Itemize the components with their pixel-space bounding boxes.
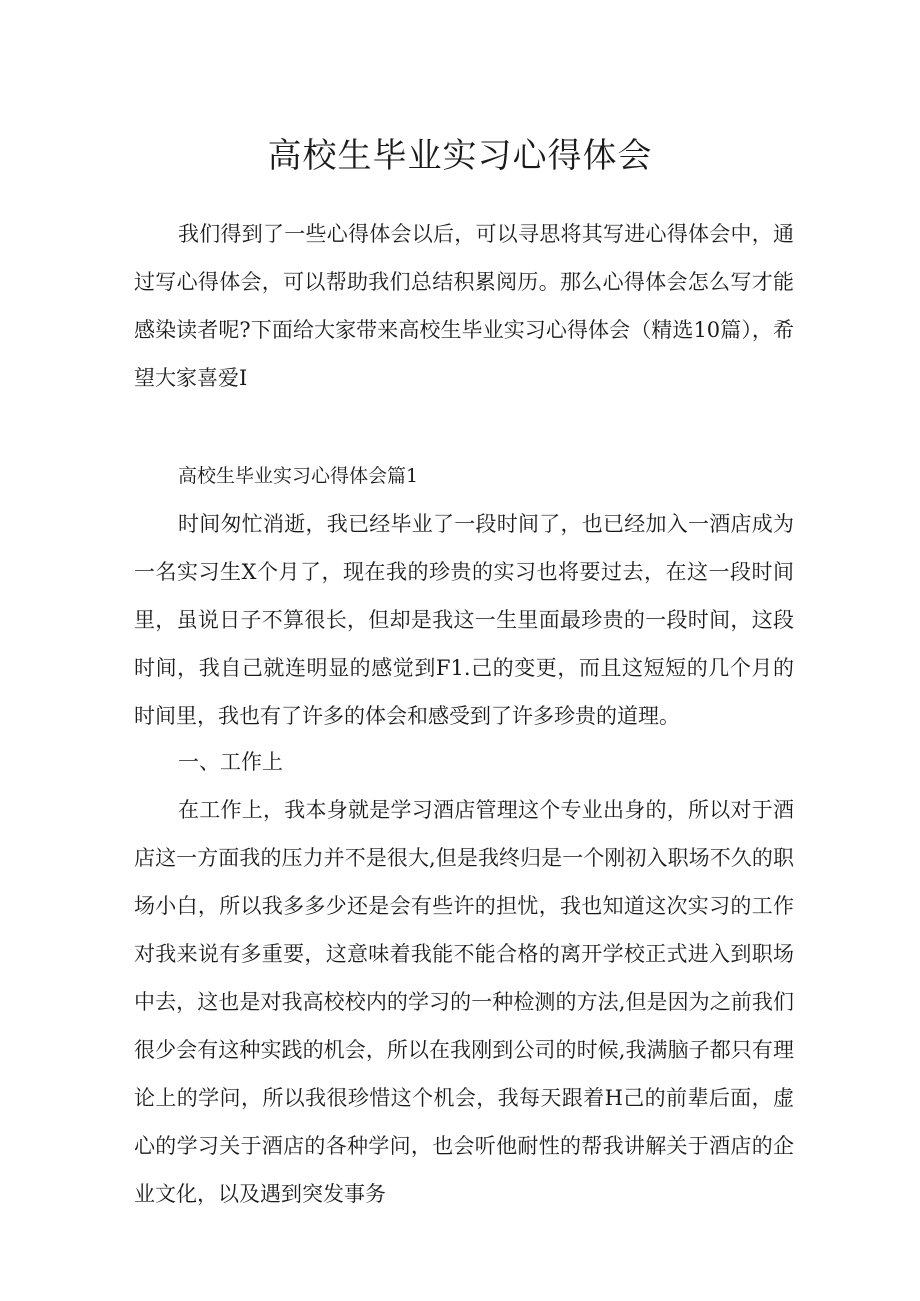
page-title: 高校生毕业实习心得体会 [267,136,653,176]
body-paragraph: 在工作上，我本身就是学习酒店管理这个专业出身的，所以对于酒店这一方面我的压力并不是很大,但是我终归是一个刚初入职场不久的职场小白，所以我多多少还是会有些许的担忧，我也知道这次实习的工作对我来说有多重要，这意味着我能不能合格的离开学校正式进入到职场中去，这也是对我高校校内的学习的一种检测的方法,但是因为之前我们很少会有这种实践的机会，所以在我刚到公司的时候,我满脑子都只有理论上的学问，所以我很珍惜这个机会，我每天跟着H己的前辈后面，虚心的学习关于酒店的各种学问，也会听他耐性的帮我讲解关于酒店的企业文化，以及遇到突发事务 [134,798,794,1206]
section-heading: 高校生毕业实习心得体会篇1 [178,465,419,487]
intro-paragraph: 我们得到了一些心得体会以后，可以寻思将其写进心得体会中，通过写心得体会，可以帮助我们总结积累阅历。那么心得体会怎么写才能感染读者呢?下面给大家带来高校生毕业实习心得体会（精选10篇），希望大家喜爱I [134,222,794,390]
body-paragraph: 时间匆忙消逝，我已经毕业了一段时间了，也已经加入一酒店成为一名实习生X个月了，现在我的珍贵的实习也将要过去，在这一段时间里，虽说日子不算很长，但却是我这一生里面最珍贵的一段时间，这段时间，我自己就连明显的感觉到F1.己的变更，而且这短短的几个月的时间里，我也有了许多的体会和感受到了许多珍贵的道理。 [134,512,794,728]
subheading: 一、工作上 [178,750,283,774]
